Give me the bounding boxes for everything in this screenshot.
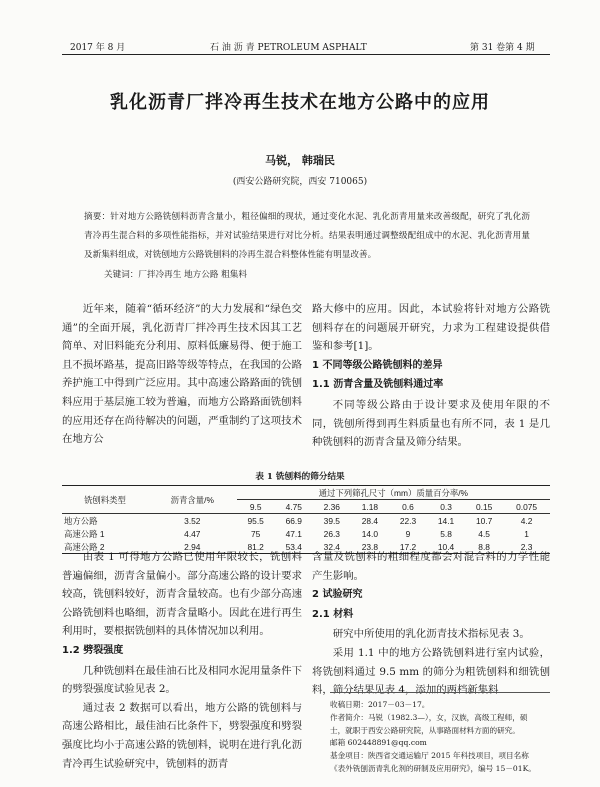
keywords: 关键词：厂拌冷再生 地方公路 粗集料 [104, 270, 247, 280]
sieve-size-header: 9.5 [237, 500, 275, 514]
body-right-top [312, 300, 550, 452]
table-caption: 表 1 铣刨料的筛分结果 [255, 472, 345, 482]
col-type-header: 铣刨料类型 [62, 486, 148, 514]
sieve-size-header: 4.75 [275, 500, 313, 514]
table-cell: 1 [524, 528, 529, 539]
section-1-2-discussion: 通过表 2 数据可以看出，地方公路的铣刨料与高速公路相比，最佳油石比条件下，劈裂强度和劈裂强度比均小于高速公路的铣刨料，说明在进行乳化沥青冷再生试验研究中，铣刨料的沥青 [62, 701, 302, 770]
table-row [62, 527, 550, 540]
sieve-size-header: 0.15 [465, 500, 503, 514]
materials-paragraph: 研究中所使用的乳化沥青技术指标见表 3。 [332, 628, 530, 641]
section-1-2-paragraph: 几种铣刨料在最佳油石比及相同水泥用量条件下的劈裂强度试验见表 2。 [62, 664, 302, 696]
sieve-table-wrap [62, 485, 550, 554]
section-1-1-heading: 1.1 沥青含量及铣刨料通过率 [312, 379, 444, 391]
table-cell: 4.5 [478, 528, 490, 539]
section-1-2-heading: 1.2 劈裂强度 [62, 644, 124, 656]
table-discussion: 由表 1 可得地方公路已使用年限较长，铣刨料普遍偏细，沥青含量偏小。部分高速公路的设计要求较高，铣刨料较好，沥青含量较高。也有少部分高速公路铣刨料也略细，沥青含量略小。因此在进行再生利用时，要根据铣刨料的具体情况加以利用。 [62, 551, 302, 638]
intro-continued: 路大修中的应用。因此，本试验将针对地方公路铣刨料存在的问题展开研究，力求为工程建设提供借鉴和参考[1]。 [312, 303, 550, 353]
sieve-size-header: 0.3 [427, 500, 465, 514]
materials-paragraph-2: 采用 1.1 中的地方公路铣刨料进行室内试验，将铣刨料通过 9.5 mm 的筛分为粗铣刨料和细铣刨料，筛分结果见表 4，添加的两档新集料 [312, 646, 550, 697]
row-asphalt-content: 4.47 [184, 528, 201, 539]
table-cell: 2.3 [520, 541, 533, 552]
header-journal: 石 油 沥 青 PETROLEUM ASPHALT [210, 43, 367, 53]
abstract: 摘要：针对地方公路铣刨料沥青含量小，粗径偏细的现状，通过变化水泥、乳化沥青用量来改善级配，研究了乳化沥青冷再生混合料的多项性能指标，并对试验结果进行对比分析。结果表明通过调整级配组成中的水泥、乳化沥青用量及新集料组成，对铣刨地方公路铣刨料的冷再生混合料整体性能有明显改善。 [84, 212, 530, 260]
table-cell: 23.8 [361, 541, 379, 552]
section-2-heading: 2 试验研究 [312, 589, 363, 601]
row-asphalt-content: 2.94 [184, 541, 201, 552]
footnote-line: 士，就职于西安公路研究院，从事路面材料方面的研究。 [330, 725, 520, 735]
table-cell: 17.2 [399, 541, 417, 552]
sieve-size-header: 0.6 [389, 500, 427, 514]
table-cell: 14.1 [437, 515, 455, 526]
table-cell: 5.8 [440, 528, 452, 539]
table-cell: 10.7 [475, 515, 493, 526]
section-1-1-paragraph: 不同等级公路由于设计要求及使用年限的不同，铣刨所得到再生料质量也有所不同，表 1 是几种铣刨料的沥青含量及筛分结果。 [312, 398, 550, 449]
footnote-line: 作者简介：马锐（1982.3—），女，汉族，高级工程师，硕 [330, 712, 528, 722]
table-cell: 95.5 [247, 515, 264, 526]
table-cell: 14.0 [361, 528, 379, 539]
footnote-line: 收稿日期：2017－03－17。 [330, 700, 430, 709]
row-type: 高速公路 2 [64, 541, 105, 552]
discussion-continued: 含量及铣刨料的粗细程度都会对混合料的力学性能产生影响。 [312, 551, 550, 582]
intro-paragraph: 近年来，随着“循环经济”的大力发展和“绿色交通”的全面开展，乳化沥青厂拌冷再生技术因其工艺简单、对旧料能充分利用、原料低廉易得、便于施工且不损坏路基，提高旧路等级等特点，在我国的公路养护施工中得到广泛应用。其中高速公路路面的铣刨料应用于基层施工较为普遍，而地方公路路面铣刨料的应用还存在尚待解决的问题，严重制约了这项技术在地方公 [62, 303, 302, 446]
sieve-size-header: 0.075 [503, 500, 550, 514]
table-cell: 32.4 [323, 541, 340, 552]
col-content-header: 沥青含量/% [148, 486, 237, 514]
table-cell: 22.3 [399, 515, 417, 526]
affiliation: (西安公路研究院，西安 710065) [232, 177, 368, 187]
paper-title: 乳化沥青厂拌冷再生技术在地方公路中的应用 [110, 92, 490, 113]
table-cell: 8.8 [478, 541, 490, 552]
row-type: 地方公路 [64, 515, 98, 526]
header-volume: 第 31 卷第 4 期 [470, 43, 535, 53]
table-cell: 4.2 [520, 515, 533, 526]
table-cell: 66.9 [285, 515, 302, 526]
table-cell: 9 [405, 528, 411, 539]
body-left-bottom [62, 548, 302, 773]
sieve-size-header: 2.36 [313, 500, 351, 514]
body-left-top [62, 300, 302, 449]
table-cell: 26.3 [323, 528, 340, 539]
sieve-table [62, 485, 550, 554]
header-date: 2017 年 8 月 [70, 43, 126, 53]
footnote [330, 692, 550, 776]
authors: 马锐， 韩瑞民 [265, 154, 335, 167]
table-cell: 75 [251, 528, 261, 539]
table-cell: 47.1 [285, 528, 302, 539]
table-cell: 53.4 [285, 541, 302, 552]
header-rule [62, 54, 550, 55]
table-cell: 10.4 [437, 541, 455, 552]
footnote-line: 《表外铣刨沥青乳化剂的研制及应用研究》，编号 15－01K。 [330, 763, 536, 773]
table-cell: 81.2 [247, 541, 264, 552]
section-2-1-heading: 2.1 材料 [312, 608, 354, 620]
table-row [62, 514, 550, 528]
sieve-size-header: 1.18 [351, 500, 389, 514]
row-type: 高速公路 1 [64, 528, 105, 539]
col-pass-header: 通过下列筛孔尺寸（mm）质量百分率/% [237, 486, 550, 500]
section-1-heading: 1 不同等级公路铣刨料的差异 [312, 359, 443, 371]
body-right-bottom [312, 548, 550, 700]
row-asphalt-content: 3.52 [184, 515, 201, 526]
footnote-line: 基金项目：陕西省交通运输厅 2015 年科技项目，项目名称 [330, 751, 529, 761]
table-cell: 28.4 [361, 515, 379, 526]
table-cell: 39.5 [323, 515, 340, 526]
footnote-line: 邮箱 602448891@qq.com [330, 738, 427, 748]
